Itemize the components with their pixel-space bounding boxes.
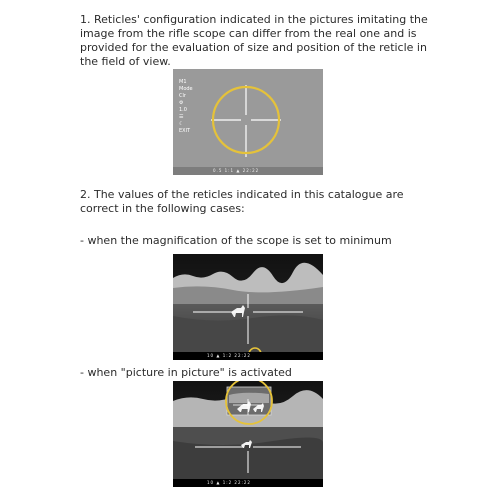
status-readout: 0.5 1:1 ▲ 22:22	[213, 168, 260, 173]
thermal-scene	[173, 254, 323, 360]
reticle-overlay	[173, 69, 323, 175]
thermal-view-minimum-magnification	[173, 254, 323, 360]
menu-item: ⚙	[179, 100, 184, 106]
thermal-scene	[173, 381, 323, 487]
menu-item: ☰	[179, 114, 184, 120]
menu-item: ☾	[179, 121, 184, 127]
menu-item: Mode	[179, 86, 193, 92]
thermal-view-picture-in-picture	[173, 381, 323, 487]
case-minimum-magnification: - when the magnification of the scope is set to minimum	[80, 234, 392, 247]
status-readout: 10 ▲ 1:2 22:22	[207, 353, 251, 358]
note-reticle-configuration: 1. Reticles' configuration indicated in the pictures imitating the image from the rifle scope can differ from the real one and is provided for the evaluation of size and position of the reticle in the field of view.	[80, 13, 428, 68]
case-picture-in-picture: - when "picture in picture" is activated	[80, 366, 292, 379]
menu-item: EXIT	[179, 128, 191, 134]
status-readout: 10 ▲ 1:2 22:22	[207, 480, 251, 485]
note-reticle-values: 2. The values of the reticles indicated in this catalogue are correct in the following cases:	[80, 188, 404, 215]
menu-item: M1	[179, 79, 187, 85]
menu-item: Clr	[179, 93, 186, 99]
reticle-configuration-screen	[173, 69, 323, 175]
menu-item: 1.0	[179, 107, 187, 113]
